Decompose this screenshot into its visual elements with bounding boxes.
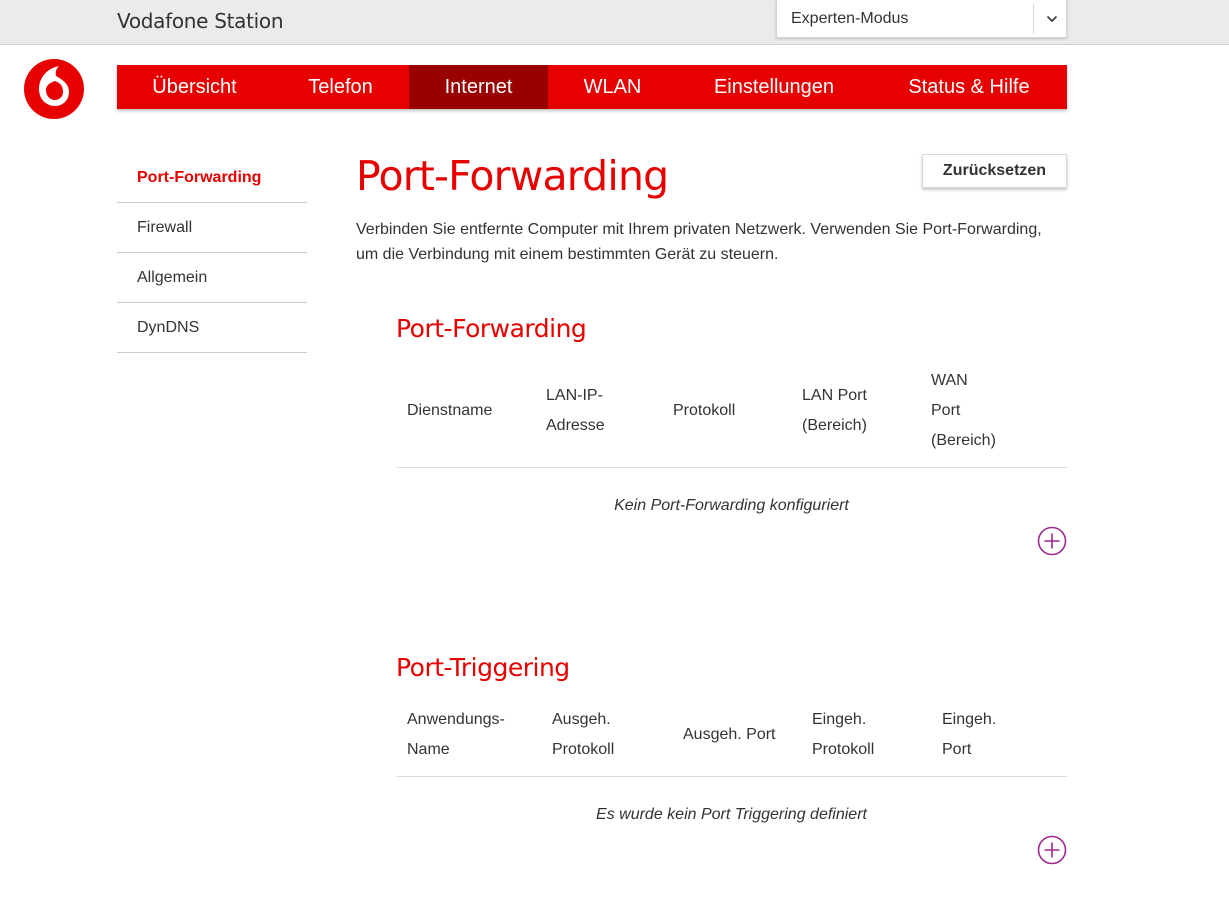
column-header-ausgeh-protokoll-line-1: Ausgeh. [552, 711, 611, 728]
column-header-ausgeh-port: Ausgeh. Port [683, 726, 776, 743]
plus-circle-icon [1037, 526, 1067, 556]
add-port-forwarding-button[interactable] [1037, 526, 1067, 556]
plus-circle-icon [1037, 835, 1067, 865]
column-header-lan-port [802, 381, 867, 441]
port-forwarding-section-title: Port-Forwarding [396, 314, 587, 343]
column-header-ausgeh-protokoll [552, 705, 614, 765]
column-header-dienstname: Dienstname [407, 402, 493, 419]
column-header-anwendungs-name [407, 705, 505, 765]
vodafone-logo[interactable] [24, 59, 84, 119]
table-header-divider [396, 467, 1067, 468]
column-header-lan-port-line-2: (Bereich) [802, 417, 867, 434]
column-header-eingeh-port [942, 705, 996, 765]
column-header-eingeh-protokoll-line-2: Protokoll [812, 741, 875, 758]
table-header-divider [396, 776, 1067, 777]
column-header-lan-ip-line-2: Adresse [546, 417, 605, 434]
column-header-wan-port-line-2: Port [931, 402, 961, 419]
port-forwarding-empty-message: Kein Port-Forwarding konfiguriert [614, 497, 849, 514]
add-port-triggering-button[interactable] [1037, 835, 1067, 865]
app-title: Vodafone Station [117, 9, 284, 33]
column-header-ausgeh-protokoll-line-2: Protokoll [552, 741, 615, 758]
column-header-eingeh-port-line-1: Eingeh. [942, 711, 997, 728]
column-header-wan-port-line-3: (Bereich) [931, 432, 996, 449]
column-header-eingeh-port-line-2: Port [942, 741, 972, 758]
reset-button[interactable]: Zurücksetzen [922, 154, 1067, 188]
sidebar-item-port-forwarding[interactable]: Port-Forwarding [117, 153, 307, 203]
nav-wlan[interactable]: WLAN [583, 75, 642, 98]
chevron-down-icon[interactable] [1037, 2, 1067, 36]
mode-select-divider [1033, 4, 1034, 34]
column-header-protokoll: Protokoll [673, 402, 736, 419]
intro-line-2: um die Verbindung mit einem bestimmten Gerät zu steuern. [356, 246, 779, 263]
port-triggering-section-title: Port-Triggering [396, 653, 570, 682]
column-header-lan-ip-line-1: LAN-IP- [546, 387, 603, 404]
column-header-lan-ip [546, 381, 605, 441]
page-title: Port-Forwarding [356, 152, 669, 200]
mode-select[interactable] [776, 0, 1067, 38]
nav-telefon[interactable]: Telefon [308, 75, 373, 98]
sidebar-item-allgemein[interactable]: Allgemein [117, 253, 307, 303]
column-header-anwendungs-name-line-2: Name [407, 741, 450, 758]
column-header-eingeh-protokoll [812, 705, 874, 765]
nav-status-hilfe[interactable]: Status & Hilfe [908, 75, 1030, 98]
column-header-lan-port-line-1: LAN Port [802, 387, 867, 404]
nav-einstellungen[interactable]: Einstellungen [713, 75, 835, 98]
top-bar [0, 0, 1229, 45]
sidebar-item-firewall[interactable]: Firewall [117, 203, 307, 253]
mode-select-value: Experten-Modus [791, 10, 909, 27]
sidebar-item-dyndns[interactable]: DynDNS [117, 303, 307, 353]
intro-line-1: Verbinden Sie entfernte Computer mit Ihrem privaten Netzwerk. Verwenden Sie Port-Forwarding, [356, 221, 1042, 238]
nav-uebersicht[interactable]: Übersicht [152, 75, 237, 98]
column-header-wan-port [931, 366, 996, 456]
column-header-eingeh-protokoll-line-1: Eingeh. [812, 711, 867, 728]
nav-internet[interactable]: Internet [409, 65, 548, 109]
page-intro [356, 217, 1067, 267]
sidebar [117, 153, 307, 353]
main-navigation [117, 65, 1067, 109]
column-header-wan-port-line-1: WAN [931, 372, 968, 389]
port-triggering-empty-message: Es wurde kein Port Triggering definiert [596, 806, 867, 823]
column-header-anwendungs-name-line-1: Anwendungs- [407, 711, 505, 728]
